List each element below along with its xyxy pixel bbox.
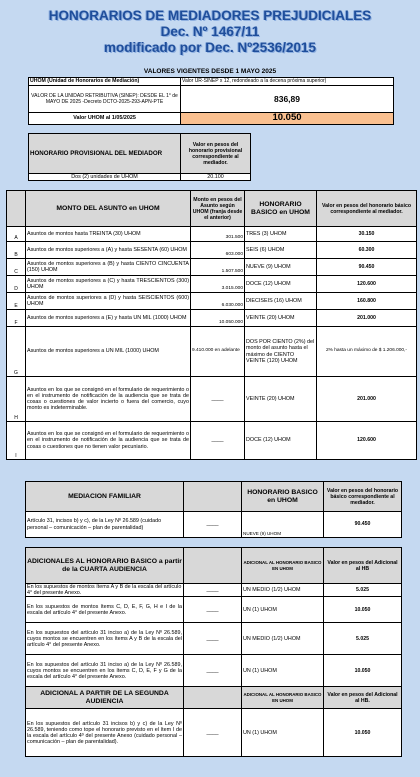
familiar-title: MEDIACION FAMILIAR	[26, 482, 184, 512]
table-row: D Asuntos de montos superiores a (C) y hasta TRESCIENTOS (300) UHOM 3.015.000 DOCE (12) UHOM 120.600	[7, 276, 417, 293]
familiar-col-valor: Valor en pesos del honorario básico correspondiente al mediador.	[324, 482, 402, 512]
table-row: I Asuntos en los que se consignó en el formulario de requerimiento o en el instrumento de notificación de la audiencia que se trata de cosas o cuestiones que no tienen valor pecuniario. ____ DOCE (12) UHOM 120.600	[7, 422, 417, 460]
table-row: F Asuntos de montos superiores a (E) y hasta UN MIL (1000) UHOM 10.050.000 VEINTE (20) UHOM 201.000	[7, 310, 417, 327]
segunda-audiencia-title: ADICIONAL A PARTIR DE LA SEGUNDA AUDIENCIA	[26, 687, 184, 709]
uhom-label: UHOM (Unidad de Honorarios de Mediación)	[29, 78, 181, 86]
adicionales-table	[25, 547, 402, 757]
table-row: H Asuntos en los que se consignó en el formulario de requerimiento o en el instrumento de notificación de la audiencia que se trata de cosas o cuestiones de valor incierto o fuera del comercio, cuyo monto es indeterminable. ____ VEINTE (20) UHOM 201.000	[7, 377, 417, 422]
segunda-col-adicional: ADICIONAL AL HONORARIO BASICO EN UHOM	[242, 687, 324, 709]
table-row: En los supuestos de montos ítems A y B de la escala del artículo 4° del presente Anexo. ____ UN MEDIO (1/2) UHOM 5.025	[26, 584, 402, 597]
valores-vigentes: VALORES VIGENTES DESDE 1 MAYO 2025	[143, 68, 277, 75]
adicionales-col-valor: Valor en pesos del Adicional al HB	[324, 548, 402, 584]
provisional-row-label: Dos (2) unidades de UHOM	[29, 174, 181, 181]
provisional-col-header: Valor en pesos del honorario provisional correspondiente al mediador.	[181, 134, 251, 174]
table-row: En los supuestos de montos ítems C, D, E, F, G, H e I de la escala del artículo 4° del presente Anexo. ____ UN (1) UHOM 10.050	[26, 597, 402, 623]
provisional-title: HONORARIO PROVISIONAL DEL MEDIADOR	[29, 134, 181, 174]
monto-table	[6, 190, 417, 460]
table-row: E Asuntos de montos superiores a (D) y hasta SEISCIENTOS (600) UHOM 6.030.000 DIECISEIS (16) UHOM 160.800	[7, 293, 417, 310]
table-row: G Asuntos de montos superiores a UN MIL (1000) UHOM 9.410.000 en adelante DOS POR CIENTO (2%) del monto del asunto hasta el máximo de CIENTO VEINTE (120) UHOM 2% hasta un máximo de $ 1.206.000,-	[7, 327, 417, 377]
familiar-col-basico: HONORARIO BASICO en UHOM	[242, 482, 324, 512]
title-line-2: Dec. Nº 1467/11	[160, 24, 260, 39]
table-row: En los supuestos del artículo 31 incisos b) y c) de la Ley Nº 26.589, teniendo como tope el honorario previsto en el ítem I de la escala del artículo 4º del presente Anexo (cuidado personal – comunicación – plan de parentalidad). ____ UN (1) UHOM 10.050	[26, 709, 402, 757]
table-row: En los supuestos del artículo 31 inciso a) de la Ley Nº 26.589, cuyos montos se encuentren en los ítems C, D, E, F y G de la escala del artículo 4° del presente Anexo. ____ UN (1) UHOM 10.050	[26, 655, 402, 687]
uhom-table	[28, 77, 394, 125]
table-row: C Asuntos de montos superiores a (B) y hasta CIENTO CINCUENTA (150) UHOM 1.507.500 NUEVE (9) UHOM 90.450	[7, 259, 417, 276]
ur-value: 836,89	[181, 86, 394, 113]
uhom-value: 10.050	[181, 113, 394, 125]
table-row: A Asuntos de montos hasta TREINTA (30) UHOM 301.500 TRES (3) UHOM 30.150	[7, 227, 417, 242]
title-line-3: modificado por Dec. Nº2536/2015	[103, 40, 316, 55]
adicionales-title: ADICIONALES AL HONORARIO BASICO a partir de la CUARTA AUDIENCIA	[26, 548, 184, 584]
ur-desc: VALOR DE LA UNIDAD RETRIBUTIVA (SINEP): DESDE EL 1° de MAYO DE 2025 -Decreto DCTO-2025-293-APN-PTE	[29, 86, 181, 113]
familiar-table	[25, 481, 402, 538]
monto-title: MONTO DEL ASUNTO en UHOM	[26, 191, 191, 227]
uhom-formula: Valor UR-SINEP x 12, redondeado a la decena próxima superior)	[181, 78, 394, 86]
table-row: Artículo 31, incisos b) y c), de la Ley Nº 26.589 (cuidado personal – comunicación – plan de parentalidad) ____ NUEVE (9) UHOM 90.450	[26, 512, 402, 538]
uhom-value-label: Valor UHOM al 1/05/2025	[29, 113, 181, 125]
monto-col-valor: Valor en pesos del honorario básico correspondiente al mediador.	[317, 191, 417, 227]
monto-col-monto: Monto en pesos del Asunto según UHOM (franja desde el anterior)	[191, 191, 245, 227]
adicionales-col-adicional: ADICIONAL AL HONORARIO BASICO EN UHOM	[242, 548, 324, 584]
table-row: B Asuntos de montos superiores a (A) y hasta SESENTA (60) UHOM 603.000 SEIS (6) UHOM 60.300	[7, 242, 417, 259]
provisional-row-value: 20.100	[181, 174, 251, 181]
provisional-table	[28, 133, 251, 181]
monto-col-basico: HONORARIO BASICO en UHOM	[245, 191, 317, 227]
table-row: En los supuestos del artículo 31 inciso a) de la Ley Nº 26.589, cuyos montos se encuentren en los ítems A y B de la escala del artículo 4° del presente Anexo. ____ UN MEDIO (1/2) UHOM 5.025	[26, 623, 402, 655]
segunda-col-valor: Valor en pesos del Adicional al HB.	[324, 687, 402, 709]
title-line-1: HONORARIOS DE MEDIADORES PREJUDICIALES	[48, 8, 372, 23]
